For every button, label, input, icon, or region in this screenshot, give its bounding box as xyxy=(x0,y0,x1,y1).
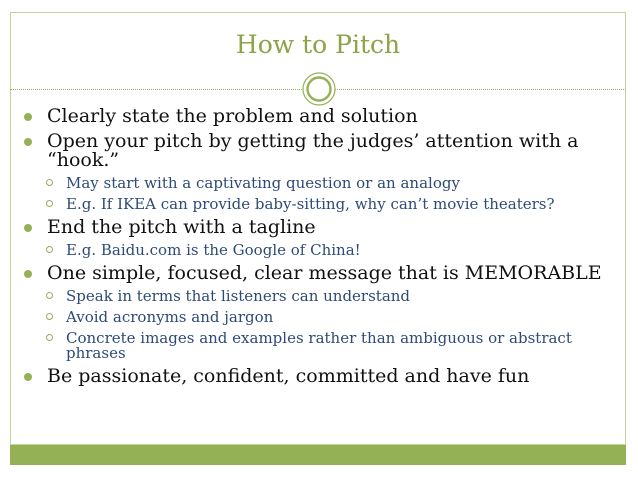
sub-bullet-text: Concrete images and examples rather than ambiguous or abstract phrases xyxy=(66,329,572,362)
sub-bullet-item xyxy=(22,310,612,325)
bullet-text: Open your pitch by getting the judges’ attention with a “hook.” xyxy=(47,130,579,171)
sub-bullet-circle-icon xyxy=(46,200,53,207)
sub-bullet-item xyxy=(22,331,612,361)
bullet-dot-icon xyxy=(24,138,32,146)
sub-bullet-circle-icon xyxy=(46,334,53,341)
bullet-text: End the pitch with a tagline xyxy=(47,216,316,238)
sub-bullet-circle-icon xyxy=(46,246,53,253)
sub-bullet-item xyxy=(22,289,612,304)
sub-bullet-text: E.g. Baidu.com is the Google of China! xyxy=(66,241,361,259)
sub-bullet-circle-icon xyxy=(46,313,53,320)
sub-bullet-text: Avoid acronyms and jargon xyxy=(66,308,274,326)
bottom-accent-bar xyxy=(10,445,626,465)
bullet-dot-icon xyxy=(24,224,32,232)
sub-bullet-text: E.g. If IKEA can provide baby-sitting, why can’t movie theaters? xyxy=(66,195,555,213)
sub-bullet-text: Speak in terms that listeners can understand xyxy=(66,287,411,305)
circle-ornament-icon xyxy=(301,71,337,107)
bullet-text: Clearly state the problem and solution xyxy=(47,105,418,127)
sub-bullet-item xyxy=(22,197,612,212)
bullet-dot-icon xyxy=(24,373,32,381)
sub-bullet-text: May start with a captivating question or an analogy xyxy=(66,174,460,192)
sub-bullet-item xyxy=(22,176,612,191)
slide-title: How to Pitch xyxy=(235,30,401,59)
bullet-item xyxy=(22,367,612,386)
bullet-item xyxy=(22,218,612,237)
bullet-item xyxy=(22,132,612,170)
bullet-dot-icon xyxy=(24,113,32,121)
bullet-text: One simple, focused, clear message that is MEMORABLE xyxy=(47,262,602,284)
bullet-item xyxy=(22,264,612,283)
sub-bullet-item xyxy=(22,243,612,258)
sub-bullet-circle-icon xyxy=(46,292,53,299)
bullet-list xyxy=(22,107,612,392)
bullet-text: Be passionate, confident, committed and have fun xyxy=(47,365,530,387)
bullet-item xyxy=(22,107,612,126)
bullet-dot-icon xyxy=(24,270,32,278)
sub-bullet-circle-icon xyxy=(46,179,53,186)
